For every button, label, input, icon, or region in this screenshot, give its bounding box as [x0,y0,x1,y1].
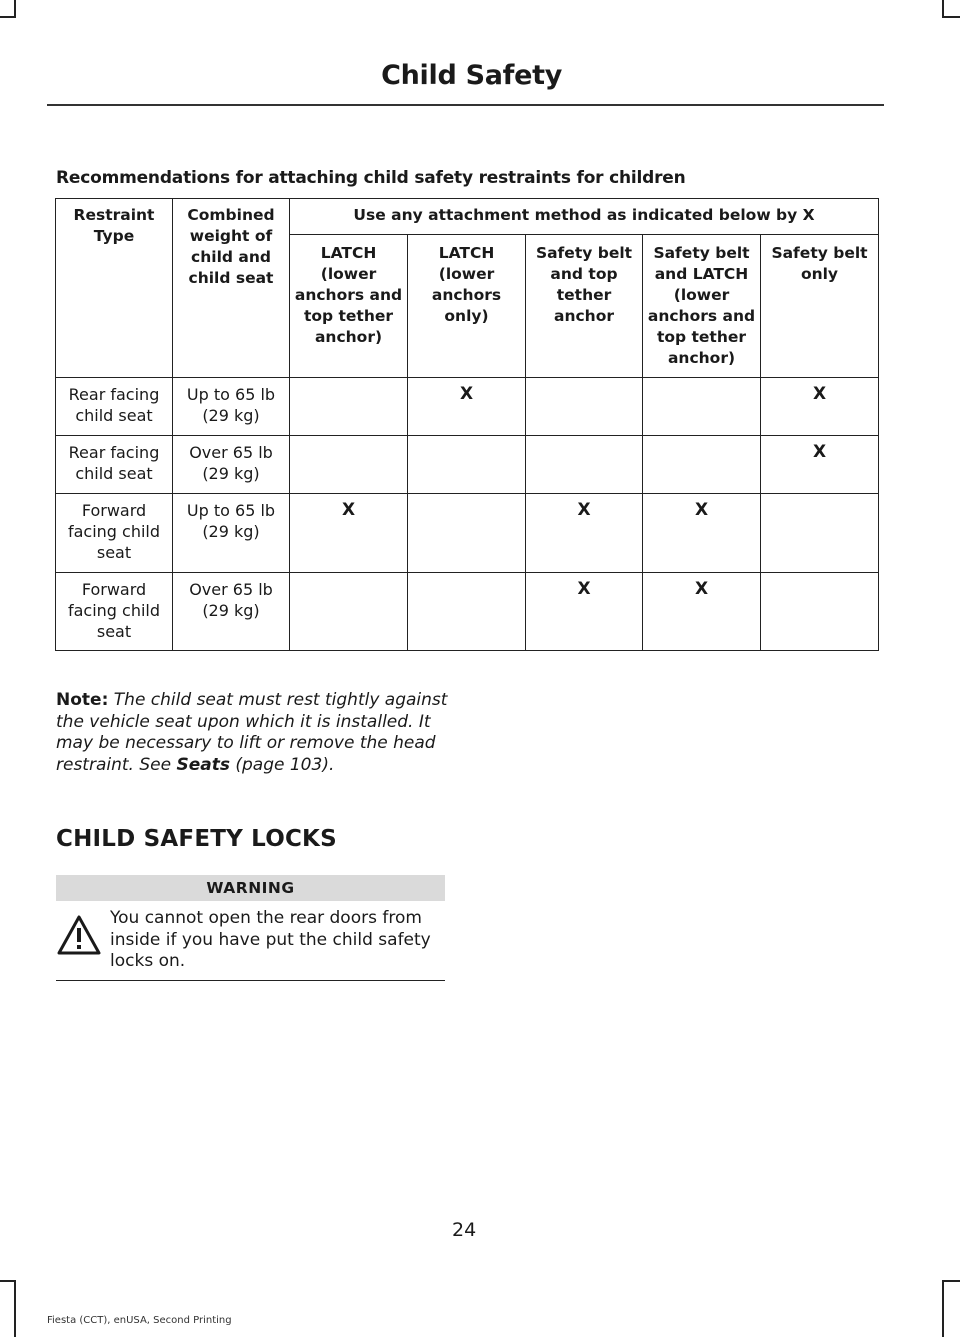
method-mark-cell: X [761,436,879,494]
method-mark-cell [526,436,643,494]
note-page-reference: (page 103). [235,754,335,775]
crop-mark [942,1280,960,1282]
crop-mark [942,16,960,18]
crop-mark [942,1280,944,1337]
weight-cell: Over 65 lb (29 kg) [173,573,290,651]
column-header-method: Safety belt only [761,235,879,378]
method-mark-cell: X [643,573,761,651]
method-mark-cell [761,494,879,573]
column-header-method: LATCH (lower anchors only) [408,235,526,378]
table-row [56,573,879,651]
method-mark-cell [290,378,408,436]
page-header-title: Child Safety [381,60,562,91]
crop-mark [0,16,16,18]
method-mark-cell: X [290,494,408,573]
column-header-method: Safety belt and top tether anchor [526,235,643,378]
column-header-restraint-type: Restraint Type [56,199,173,378]
warning-text: You cannot open the rear doors from inside if you have put the child safety locks on. [110,908,431,971]
seats-reference-link[interactable]: Seats [176,754,230,775]
column-group-header: Use any attachment method as indicated below by X [290,199,879,235]
warning-triangle-icon [56,914,102,956]
method-mark-cell [761,573,879,651]
footer-text: Fiesta (CCT), enUSA, Second Printing [47,1315,232,1326]
section-title: CHILD SAFETY LOCKS [56,826,337,852]
column-header-method: Safety belt and LATCH (lower anchors and top tether anchor) [643,235,761,378]
restraint-type-cell: Forward facing child seat [56,573,173,651]
note-paragraph [56,690,448,776]
method-mark-cell: X [526,573,643,651]
note-text: The child seat must rest tightly against the vehicle seat upon which it is installed. It may be necessary to lift or remove the head restraint. See [56,690,448,775]
restraint-type-cell: Rear facing child seat [56,436,173,494]
method-mark-cell [526,378,643,436]
restraint-type-cell: Forward facing child seat [56,494,173,573]
weight-cell: Up to 65 lb (29 kg) [173,378,290,436]
method-mark-cell [643,378,761,436]
method-mark-cell [290,573,408,651]
weight-cell: Over 65 lb (29 kg) [173,436,290,494]
table-row [56,378,879,436]
method-mark-cell [643,436,761,494]
method-mark-cell: X [643,494,761,573]
method-mark-cell [290,436,408,494]
warning-divider [56,980,445,981]
method-mark-cell [408,573,526,651]
header-divider [47,104,884,106]
table-row [56,436,879,494]
page-number: 24 [452,1219,477,1241]
restraint-type-cell: Rear facing child seat [56,378,173,436]
method-mark-cell [408,436,526,494]
table-row [56,494,879,573]
warning-heading: WARNING [56,875,445,901]
table-caption: Recommendations for attaching child safety restraints for children [56,168,686,188]
column-header-method: LATCH (lower anchors and top tether anchor) [290,235,408,378]
weight-cell: Up to 65 lb (29 kg) [173,494,290,573]
restraint-recommendation-table [55,198,879,651]
method-mark-cell: X [526,494,643,573]
crop-mark [14,1280,16,1337]
method-mark-cell [408,494,526,573]
column-header-combined-weight: Combined weight of child and child seat [173,199,290,378]
method-mark-cell: X [408,378,526,436]
method-mark-cell: X [761,378,879,436]
note-label: Note: [56,690,109,710]
crop-mark [0,1280,16,1282]
